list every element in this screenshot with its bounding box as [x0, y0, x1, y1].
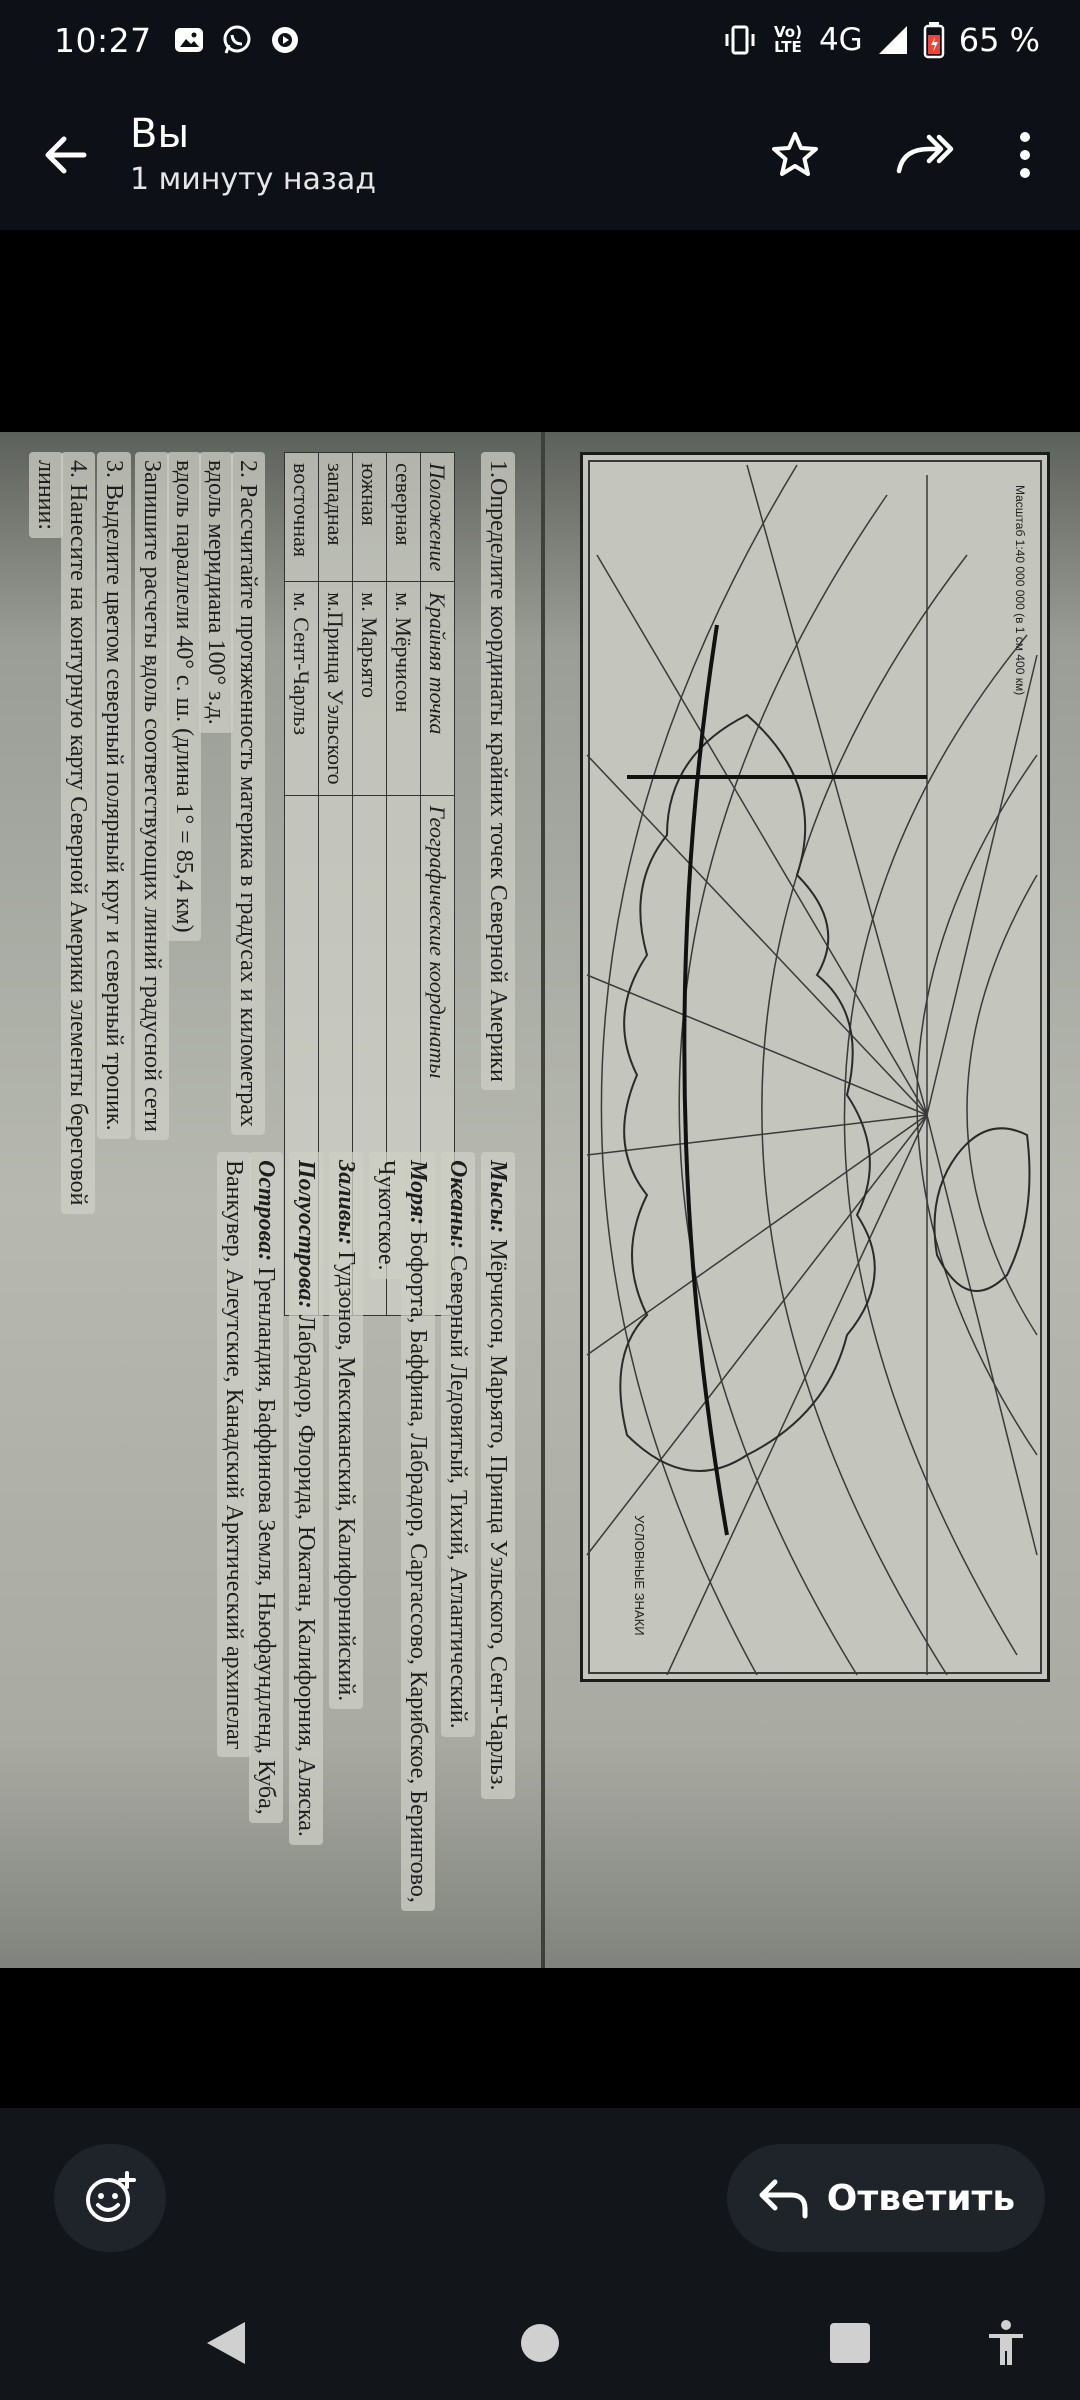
gallery-icon	[174, 25, 204, 55]
header-actions	[730, 95, 1060, 215]
islands-line-2: Ванкувер, Алеутские, Канадский Арктический архипелаг	[217, 1152, 251, 1757]
app-bar	[0, 80, 1080, 230]
seas-line-2: Чукотское.	[369, 1152, 403, 1279]
reply-button[interactable]	[727, 2144, 1045, 2252]
task-2-line-4: Запишите расчеты вдоль соответствующих линий градусной сети	[135, 452, 169, 1140]
forward-icon	[895, 133, 955, 177]
add-reaction-button[interactable]	[54, 2144, 166, 2252]
worksheet-terms	[15, 1152, 515, 1952]
nav-back-icon	[205, 2320, 247, 2366]
task-4-line-1: 4. Нанесите на контурную карту Северной Америки элементы береговой	[61, 452, 95, 1214]
star-button[interactable]	[730, 95, 860, 215]
nav-recents-icon	[829, 2322, 871, 2364]
bays-list: Гудзонов, Мексиканский, Калифорнийский.	[333, 1251, 359, 1702]
seas-list: Бофорта, Баффина, Лабрадор, Саргассово, Карибское, Берингово,	[405, 1231, 431, 1903]
table-header: Положение	[421, 453, 455, 582]
map-legend-label: УСЛОВНЫЕ ЗНАКИ	[632, 1515, 647, 1636]
more-button[interactable]	[990, 95, 1060, 215]
battery-icon	[923, 21, 945, 59]
system-navigation-bar	[0, 2286, 1080, 2400]
task-1-title: 1.Определите координаты крайних точек Северной Америки	[481, 452, 515, 1090]
table-cell: м. Сент-Чарльз	[285, 582, 319, 795]
lte-icon: Vo) LTE	[773, 23, 802, 56]
battery-percent: 65 %	[958, 21, 1040, 59]
table-header: Крайняя точка	[421, 582, 455, 795]
task-2-line-3: вдоль параллели 40° с. ш. (длина 1° = 85,4 км)	[167, 452, 201, 941]
forward-button[interactable]	[860, 95, 990, 215]
photo-content	[0, 432, 1080, 1968]
oceans-label: Океаны:	[445, 1160, 471, 1250]
reply-label: Ответить	[826, 2177, 1016, 2219]
islands-list: Гренландия, Баффинова Земля, Ньюфаундленд, Куба,	[253, 1267, 279, 1815]
vibrate-icon	[723, 23, 757, 57]
signal-icon	[877, 24, 909, 56]
add-reaction-icon	[83, 2171, 137, 2225]
notification-icons	[174, 25, 300, 55]
capes-line	[481, 1152, 515, 1799]
system-indicators	[723, 21, 1040, 59]
table-cell: м. Мёрчисон	[387, 582, 421, 795]
peninsulas-list: Лабрадор, Флорида, Юкатан, Калифорния, Аляска.	[293, 1314, 319, 1837]
back-arrow-icon	[40, 130, 90, 180]
accessibility-button[interactable]	[946, 2286, 1066, 2400]
reply-icon	[757, 2176, 809, 2220]
table-cell: западная	[319, 453, 353, 582]
peninsulas-label: Полуострова:	[293, 1160, 319, 1309]
north-america-map	[583, 455, 1047, 1679]
title-block	[130, 109, 376, 201]
capes-label: Мысы:	[485, 1160, 511, 1234]
sent-time: 1 минуту назад	[130, 162, 376, 197]
status-bar	[0, 0, 1080, 80]
islands-line	[249, 1152, 283, 1823]
oceans-line	[441, 1152, 475, 1737]
seas-line	[401, 1152, 435, 1911]
table-cell: северная	[387, 453, 421, 582]
sender-name: Вы	[130, 111, 190, 157]
oceans-list: Северный Ледовитый, Тихий, Атлантический.	[445, 1255, 471, 1729]
table-cell: м. Марьято	[353, 582, 387, 795]
task-4-line-2: линии:	[29, 452, 63, 538]
more-vert-icon	[1017, 129, 1033, 181]
seas-label: Моря:	[405, 1160, 431, 1226]
table-cell: южная	[353, 453, 387, 582]
whatsapp-icon	[222, 25, 252, 55]
nav-recents-button[interactable]	[790, 2286, 910, 2400]
bays-label: Заливы:	[333, 1160, 359, 1246]
status-time: 10:27	[54, 20, 152, 60]
star-icon	[769, 129, 821, 181]
peninsulas-line	[289, 1152, 323, 1845]
back-button[interactable]	[0, 80, 130, 230]
table-cell: восточная	[285, 453, 319, 582]
map-scale-label: Масштаб 1:40 000 000 (в 1 см 400 км)	[1013, 485, 1027, 696]
task-3: 3. Выделите цветом северный полярный круг и северный тропик.	[97, 452, 131, 1139]
book-fold	[541, 432, 545, 1968]
table-header: Географические координаты	[421, 795, 455, 1315]
bays-line	[329, 1152, 363, 1709]
accessibility-icon	[986, 2319, 1026, 2367]
shared-photo[interactable]	[0, 432, 1080, 1968]
capes-list: Мёрчисон, Марьято, Принца Уэльского, Сент-Чарльз.	[485, 1239, 511, 1791]
task-2-line-1: 2. Рассчитайте протяженность материка в градусах и километрах	[231, 452, 265, 1135]
nav-home-button[interactable]	[480, 2286, 600, 2400]
network-type: 4G	[818, 22, 863, 58]
islands-label: Острова:	[253, 1160, 279, 1262]
nav-home-icon	[520, 2323, 560, 2363]
contour-map	[580, 452, 1050, 1682]
music-app-icon	[270, 25, 300, 55]
reply-bar	[0, 2108, 1080, 2286]
nav-back-button[interactable]	[166, 2286, 286, 2400]
table-cell: м.Принца Уэльского	[319, 582, 353, 795]
task-2-line-2: вдоль меридиана 100° з.д.	[199, 452, 233, 733]
